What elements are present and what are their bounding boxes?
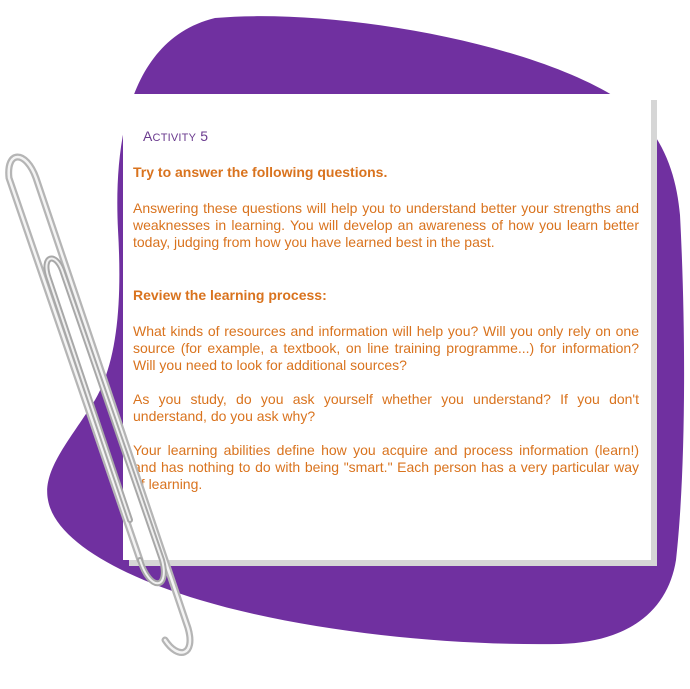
activity-title-rest: CTIVITY [152, 132, 197, 144]
intro-paragraph: Answering these questions will help you to understand better your strengths and weaknesses in learning. You will develop an awareness of how you learn better today, judging from how you have learned best in the past. [133, 200, 639, 250]
review-heading: Review the learning process: [133, 287, 327, 303]
activity-title [143, 128, 208, 144]
activity-title-initial: A [143, 128, 153, 144]
resources-paragraph: What kinds of resources and information will help you? Will you only rely on one source (for example, a textbook, on line training programme...) for information? Will you need to look for additional sources? [133, 323, 639, 373]
abilities-paragraph: Your learning abilities define how you acquire and process information (learn!) and has nothing to do with being "smart." Each person has a very particular way of learning. [133, 442, 639, 492]
activity-content [133, 164, 639, 493]
activity-number: 5 [200, 128, 209, 144]
study-paragraph: As you study, do you ask yourself whether you understand? If you don't understand, do you ask why? [133, 391, 639, 424]
instructions-heading: Try to answer the following questions. [133, 164, 388, 180]
activity-card [123, 94, 651, 560]
